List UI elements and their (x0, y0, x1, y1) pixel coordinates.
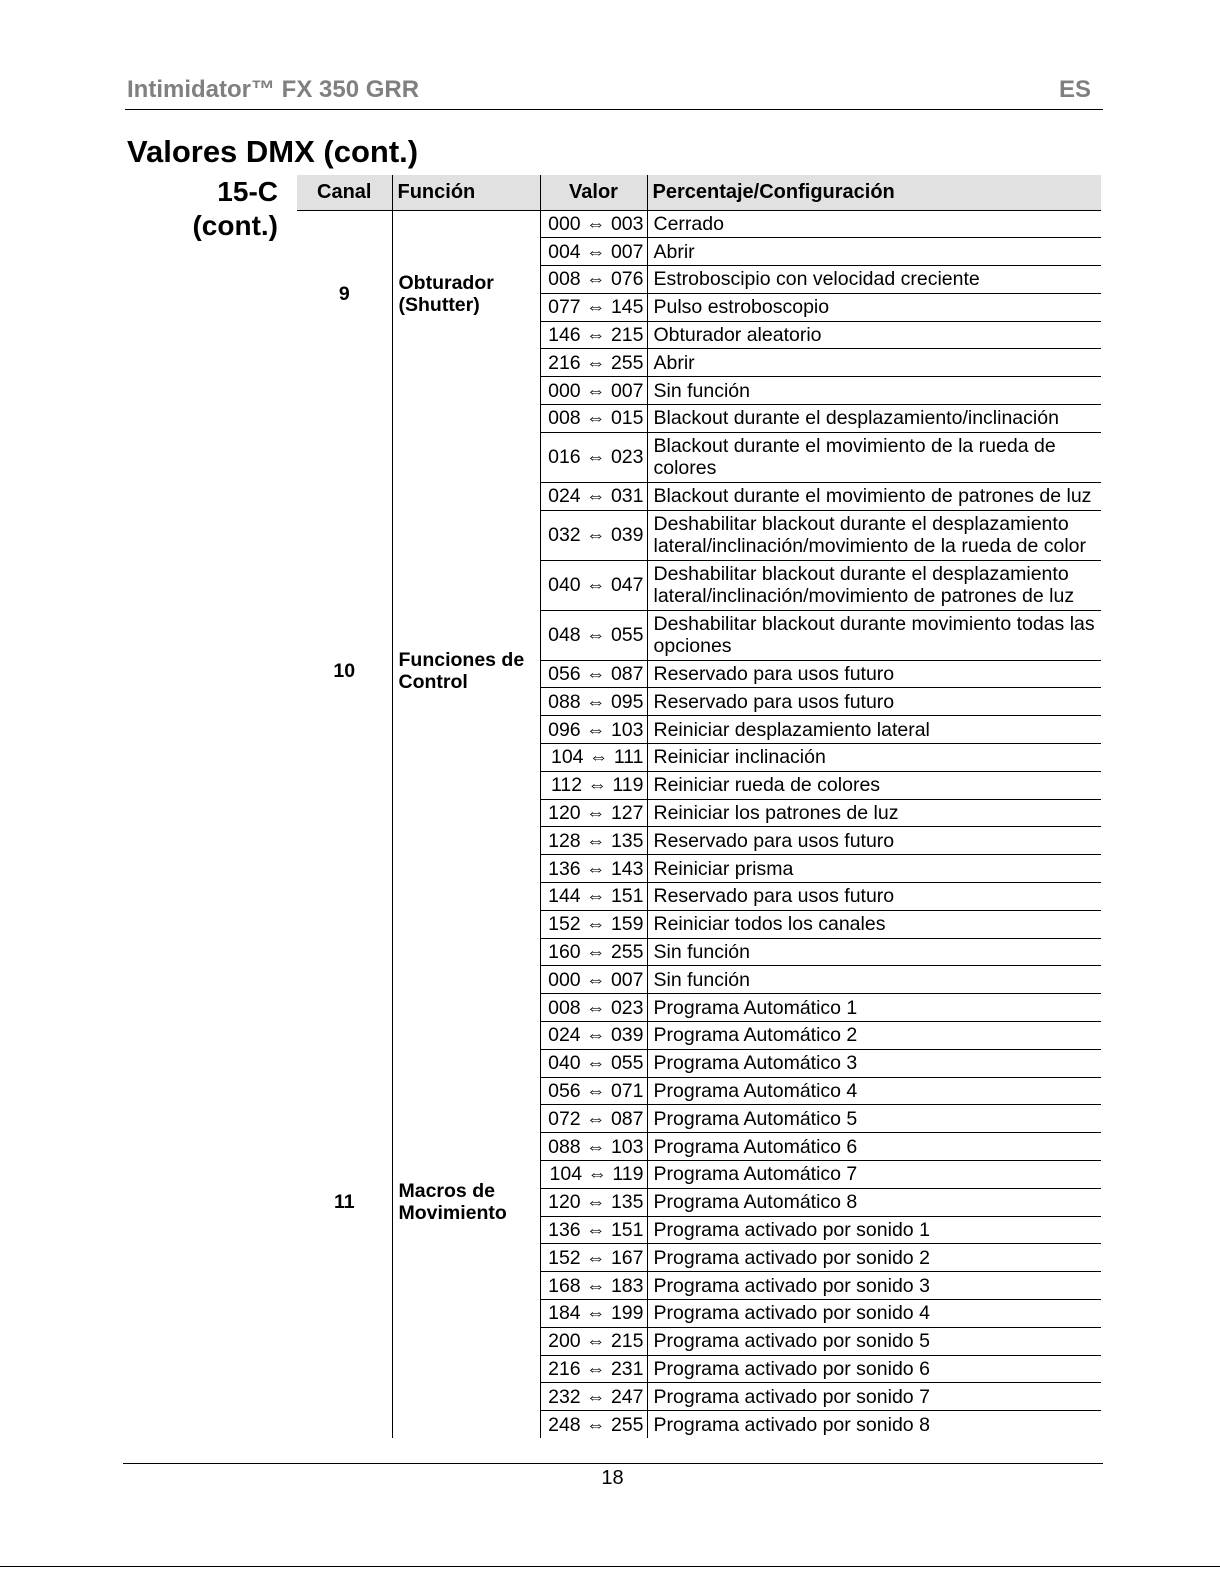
dmx-value-range: 056 ⇔ 071 (540, 1077, 647, 1105)
setting-description: Programa Automático 1 (647, 994, 1101, 1022)
dmx-value-range: 088 ⇔ 103 (540, 1133, 647, 1161)
setting-description: Reiniciar los patrones de luz (647, 799, 1101, 827)
language-code: ES (1058, 76, 1091, 103)
dmx-value-range: 144 ⇔ 151 (540, 883, 647, 911)
dmx-value-range: 040 ⇔ 055 (540, 1049, 647, 1077)
setting-description: Programa activado por sonido 7 (647, 1383, 1101, 1411)
table-code: 15-C (217, 176, 278, 207)
setting-description: Blackout durante el movimiento de patrones de luz (647, 482, 1101, 510)
setting-description: Blackout durante el desplazamiento/inclinación (647, 405, 1101, 433)
dmx-value-range: 016 ⇔ 023 (540, 432, 647, 482)
channel-function: Funciones de Control (392, 377, 540, 966)
setting-description: Reiniciar inclinación (647, 744, 1101, 772)
setting-description: Deshabilitar blackout durante movimiento todas las opciones (647, 610, 1101, 660)
dmx-value-range: 000 ⇔ 007 (540, 966, 647, 994)
setting-description: Reiniciar rueda de colores (647, 771, 1101, 799)
setting-description: Deshabilitar blackout durante el desplazamiento lateral/inclinación/movimiento de patrones de luz (647, 560, 1101, 610)
dmx-value-range: 056 ⇔ 087 (540, 660, 647, 688)
dmx-value-range: 136 ⇔ 143 (540, 855, 647, 883)
channel-number: 10 (333, 660, 356, 683)
dmx-value-range: 146 ⇔ 215 (540, 321, 647, 349)
header-valor: Valor (540, 175, 647, 210)
dmx-value-range: 216 ⇔ 255 (540, 349, 647, 377)
table-body (297, 210, 1101, 1438)
setting-description: Blackout durante el movimiento de la rueda de colores (647, 432, 1101, 482)
dmx-value-range: 008 ⇔ 015 (540, 405, 647, 433)
setting-description: Programa activado por sonido 5 (647, 1327, 1101, 1355)
dmx-value-range: 120 ⇔ 135 (540, 1188, 647, 1216)
setting-description: Deshabilitar blackout durante el desplazamiento lateral/inclinación/movimiento de la rueda de color (647, 510, 1101, 560)
dmx-value-range: 152 ⇔ 167 (540, 1244, 647, 1272)
channel-number: 9 (338, 282, 350, 305)
dmx-value-range: 112 ⇔ 119 (540, 771, 647, 799)
setting-description: Programa activado por sonido 6 (647, 1355, 1101, 1383)
dmx-value-range: 024 ⇔ 039 (540, 1022, 647, 1050)
dmx-value-range: 160 ⇔ 255 (540, 938, 647, 966)
dmx-value-range: 104 ⇔ 119 (540, 1161, 647, 1189)
page-bottom-edge (0, 1566, 1220, 1567)
header-canal: Canal (297, 175, 392, 210)
dmx-value-range: 184 ⇔ 199 (540, 1300, 647, 1328)
setting-description: Sin función (647, 966, 1101, 994)
setting-description: Reservado para usos futuro (647, 688, 1101, 716)
dmx-value-range: 248 ⇔ 255 (540, 1411, 647, 1439)
setting-description: Sin función (647, 377, 1101, 405)
dmx-value-range: 000 ⇔ 007 (540, 377, 647, 405)
setting-description: Programa activado por sonido 8 (647, 1411, 1101, 1439)
dmx-value-range: 008 ⇔ 023 (540, 994, 647, 1022)
setting-description: Programa activado por sonido 1 (647, 1216, 1101, 1244)
dmx-value-range: 088 ⇔ 095 (540, 688, 647, 716)
dmx-value-range: 032 ⇔ 039 (540, 510, 647, 560)
setting-description: Programa activado por sonido 2 (647, 1244, 1101, 1272)
setting-description: Pulso estroboscopio (647, 293, 1101, 321)
table-row (297, 377, 1101, 405)
dmx-values-table (297, 175, 1101, 1438)
setting-description: Programa Automático 7 (647, 1161, 1101, 1189)
section-title: Valores DMX (cont.) (127, 134, 419, 169)
setting-description: Cerrado (647, 210, 1101, 238)
dmx-value-range: 077 ⇔ 145 (540, 293, 647, 321)
setting-description: Obturador aleatorio (647, 321, 1101, 349)
dmx-value-range: 168 ⇔ 183 (540, 1272, 647, 1300)
setting-description: Programa Automático 8 (647, 1188, 1101, 1216)
dmx-value-range: 152 ⇔ 159 (540, 910, 647, 938)
document-title: Intimidator™ FX 350 GRR (127, 76, 420, 103)
table-side-label (150, 175, 278, 243)
dmx-value-range: 048 ⇔ 055 (540, 610, 647, 660)
page-header (125, 76, 1103, 110)
dmx-value-range: 232 ⇔ 247 (540, 1383, 647, 1411)
dmx-value-range: 000 ⇔ 003 (540, 210, 647, 238)
setting-description: Reservado para usos futuro (647, 883, 1101, 911)
setting-description: Programa activado por sonido 4 (647, 1300, 1101, 1328)
dmx-value-range: 004 ⇔ 007 (540, 238, 647, 266)
dmx-value-range: 008 ⇔ 076 (540, 266, 647, 294)
setting-description: Estroboscipio con velocidad creciente (647, 266, 1101, 294)
setting-description: Sin función (647, 938, 1101, 966)
setting-description: Programa Automático 6 (647, 1133, 1101, 1161)
setting-description: Reiniciar prisma (647, 855, 1101, 883)
header-funcion: Función (392, 175, 540, 210)
footer-divider (123, 1463, 1103, 1464)
dmx-value-range: 096 ⇔ 103 (540, 716, 647, 744)
setting-description: Programa Automático 3 (647, 1049, 1101, 1077)
table-continued-label: (cont.) (192, 210, 278, 241)
table-row (297, 210, 1101, 238)
dmx-value-range: 136 ⇔ 151 (540, 1216, 647, 1244)
setting-description: Programa Automático 4 (647, 1077, 1101, 1105)
setting-description: Reiniciar todos los canales (647, 910, 1101, 938)
dmx-value-range: 200 ⇔ 215 (540, 1327, 647, 1355)
page-number: 18 (601, 1467, 624, 1489)
setting-description: Programa Automático 2 (647, 1022, 1101, 1050)
setting-description: Abrir (647, 349, 1101, 377)
setting-description: Reservado para usos futuro (647, 660, 1101, 688)
dmx-value-range: 128 ⇔ 135 (540, 827, 647, 855)
header-porcentaje: Percentaje/Configuración (647, 175, 1101, 210)
dmx-value-range: 216 ⇔ 231 (540, 1355, 647, 1383)
dmx-value-range: 024 ⇔ 031 (540, 482, 647, 510)
dmx-value-range: 040 ⇔ 047 (540, 560, 647, 610)
dmx-value-range: 120 ⇔ 127 (540, 799, 647, 827)
table-row (297, 966, 1101, 994)
channel-function: Macros de Movimiento (392, 966, 540, 1439)
setting-description: Reservado para usos futuro (647, 827, 1101, 855)
setting-description: Abrir (647, 238, 1101, 266)
dmx-value-range: 072 ⇔ 087 (540, 1105, 647, 1133)
setting-description: Programa activado por sonido 3 (647, 1272, 1101, 1300)
dmx-value-range: 104 ⇔ 111 (540, 744, 647, 772)
channel-number: 11 (333, 1191, 355, 1214)
table-header-row (297, 175, 1101, 210)
channel-function: Obturador (Shutter) (392, 210, 540, 377)
setting-description: Programa Automático 5 (647, 1105, 1101, 1133)
setting-description: Reiniciar desplazamiento lateral (647, 716, 1101, 744)
